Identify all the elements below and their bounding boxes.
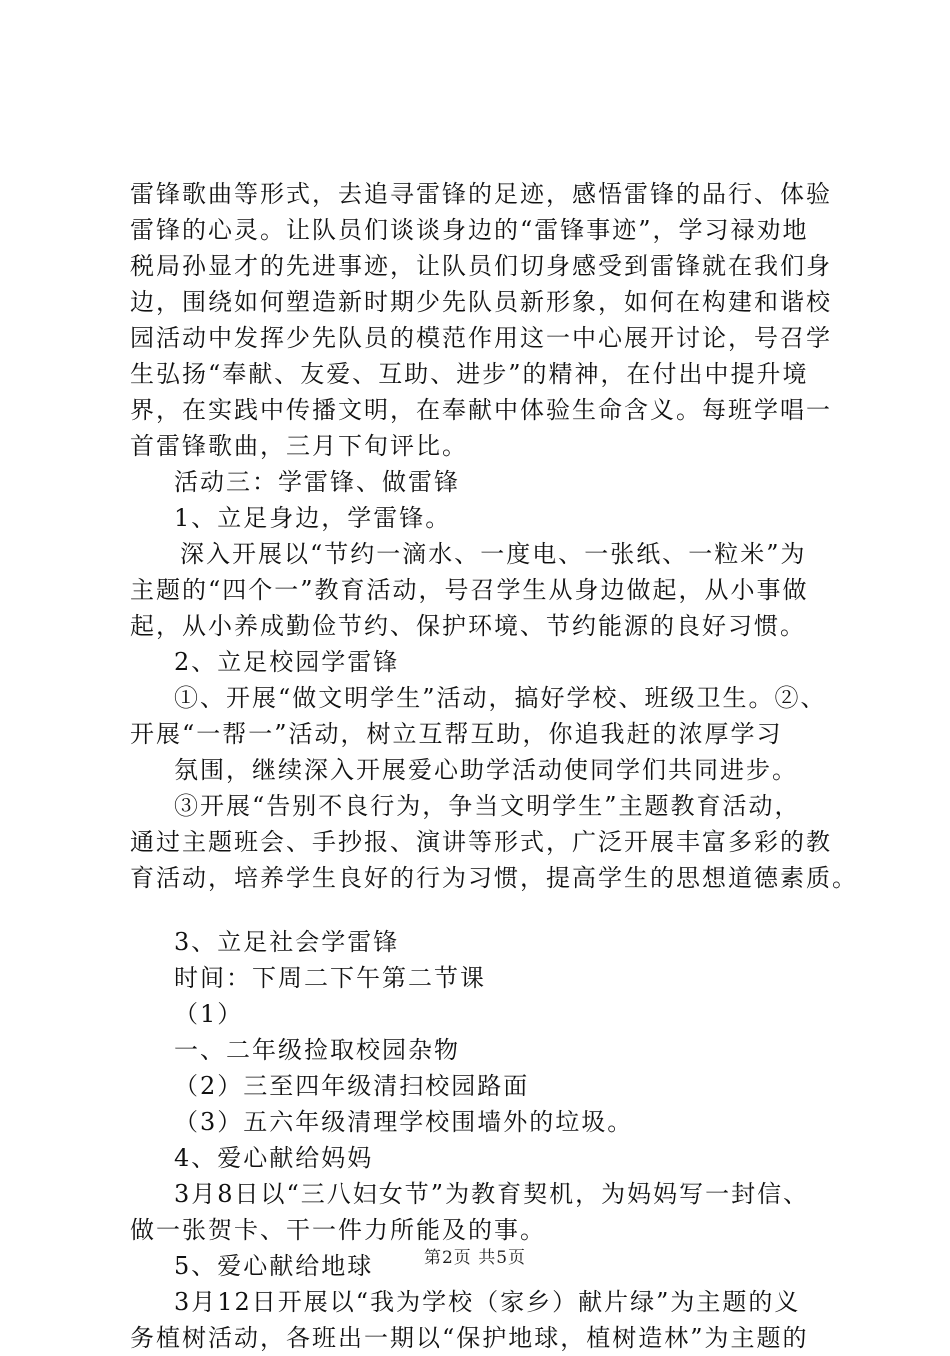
paragraph-line: 时间：下周二下午第二节课 xyxy=(174,964,486,992)
paragraph-line: 雷锋歌曲等形式，去追寻雷锋的足迹，感悟雷锋的品行、体验 xyxy=(130,180,832,208)
paragraph-line: 起，从小养成勤俭节约、保护环境、节约能源的良好习惯。 xyxy=(130,612,806,640)
list-item: 一、二年级捡取校园杂物 xyxy=(174,1036,460,1064)
paragraph-line: 务植树活动，各班出一期以“保护地球，植树造林”为主题的 xyxy=(130,1324,809,1352)
list-item: （1） xyxy=(174,1000,244,1028)
paragraph-line: 园活动中发挥少先队员的模范作用这一中心展开讨论，号召学 xyxy=(130,324,832,352)
subsection-heading: 1、立足身边，学雷锋。 xyxy=(174,504,452,532)
page-number-footer: 第2页 共5页 xyxy=(423,1248,527,1268)
paragraph-line: 主题的“四个一”教育活动，号召学生从身边做起，从小事做 xyxy=(130,576,809,604)
paragraph-line: 开展“一帮一”活动，树立互帮互助，你追我赶的浓厚学习 xyxy=(130,720,783,748)
paragraph-line: 通过主题班会、手抄报、演讲等形式，广泛开展丰富多彩的教 xyxy=(130,828,832,856)
paragraph-line: 3月12日开展以“我为学校（家乡）献片绿”为主题的义 xyxy=(174,1288,801,1316)
paragraph-line: 生弘扬“奉献、友爱、互助、进步”的精神，在付出中提升境 xyxy=(130,360,809,388)
paragraph-line: 首雷锋歌曲，三月下旬评比。 xyxy=(130,432,468,460)
subsection-heading: 2、立足校园学雷锋 xyxy=(174,648,400,676)
section-heading: 活动三：学雷锋、做雷锋 xyxy=(174,468,460,496)
paragraph-line: ③开展“告别不良行为，争当文明学生”主题教育活动， xyxy=(174,792,801,820)
paragraph-line: ①、开展“做文明学生”活动，搞好学校、班级卫生。②、 xyxy=(174,684,827,712)
paragraph-line: 深入开展以“节约一滴水、一度电、一张纸、一粒米”为 xyxy=(180,540,807,568)
paragraph-line: 做一张贺卡、干一件力所能及的事。 xyxy=(130,1216,546,1244)
document-body xyxy=(130,176,858,1356)
paragraph-line: 氛围，继续深入开展爱心助学活动使同学们共同进步。 xyxy=(174,756,798,784)
paragraph-gap xyxy=(130,896,850,924)
list-item: （3）五六年级清理学校围墙外的垃圾。 xyxy=(174,1108,634,1136)
paragraph-line: 界，在实践中传播文明，在奉献中体验生命含义。每班学唱一 xyxy=(130,396,832,424)
list-item: （2）三至四年级清扫校园路面 xyxy=(174,1072,530,1100)
subsection-heading: 3、立足社会学雷锋 xyxy=(174,928,400,956)
paragraph-line: 育活动，培养学生良好的行为习惯，提高学生的思想道德素质。 xyxy=(130,864,858,892)
subsection-heading: 5、爱心献给地球 xyxy=(174,1252,374,1280)
paragraph-line: 边，围绕如何塑造新时期少先队员新形象，如何在构建和谐校 xyxy=(130,288,832,316)
subsection-heading: 4、爱心献给妈妈 xyxy=(174,1144,374,1172)
paragraph-line: 雷锋的心灵。让队员们谈谈身边的“雷锋事迹”，学习禄劝地 xyxy=(130,216,809,244)
paragraph-line: 税局孙显才的先进事迹，让队员们切身感受到雷锋就在我们身 xyxy=(130,252,832,280)
paragraph-line: 3月8日以“三八妇女节”为教育契机，为妈妈写一封信、 xyxy=(174,1180,810,1208)
